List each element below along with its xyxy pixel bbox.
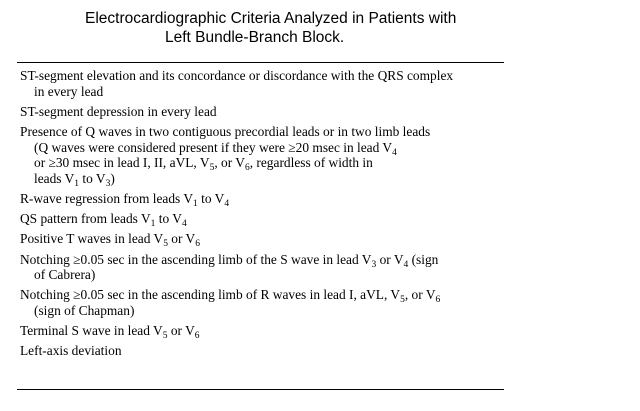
- criterion-text: or V: [376, 251, 404, 267]
- criterion-text: ): [110, 170, 115, 186]
- criterion-line: [20, 171, 510, 187]
- criterion-text: QS pattern from leads V: [20, 211, 151, 227]
- criterion-item: [20, 343, 510, 359]
- criterion-text: to V: [155, 211, 182, 227]
- criterion-text: ST-segment depression in every lead: [20, 103, 217, 119]
- subscript: 5: [209, 163, 215, 174]
- criterion-text: Positive T waves in lead V: [20, 231, 164, 247]
- criterion-line: [20, 124, 510, 140]
- criterion-text: ST-segment elevation and its concordance or discordance with the QRS complex: [20, 68, 454, 83]
- criterion-item: [20, 287, 510, 318]
- criterion-text: or V: [167, 323, 195, 339]
- criterion-line: [20, 287, 510, 306]
- criterion-line: [20, 140, 510, 156]
- subscript: 6: [194, 331, 200, 342]
- subscript: 3: [105, 178, 111, 189]
- criterion-item: [20, 211, 510, 230]
- subscript: 1: [74, 178, 80, 189]
- subscript: 4: [403, 259, 409, 270]
- subscript: 5: [162, 331, 168, 342]
- criterion-text: of Cabrera): [34, 267, 96, 283]
- criterion-item: [20, 231, 510, 250]
- subscript: 5: [400, 295, 405, 306]
- criterion-text: R-wave regression from leads V: [20, 190, 194, 206]
- criterion-line: [20, 155, 510, 174]
- subscript: 4: [392, 147, 397, 158]
- criterion-text: , or V: [214, 155, 245, 171]
- criterion-line: [20, 191, 510, 207]
- criterion-line: [20, 343, 510, 359]
- criterion-item: [20, 191, 510, 207]
- criterion-line: [20, 84, 510, 100]
- subscript: 3: [371, 259, 377, 270]
- criterion-text: Left-axis deviation: [20, 343, 122, 359]
- criterion-item: [20, 68, 510, 99]
- criterion-text: to V: [79, 170, 106, 186]
- criterion-line: [20, 231, 510, 250]
- criterion-item: [20, 123, 510, 189]
- criterion-line: [20, 68, 510, 84]
- criterion-text: to V: [197, 190, 225, 206]
- criterion-text: , or V: [404, 287, 436, 303]
- criterion-line: [20, 211, 510, 230]
- criterion-text: (Q waves were considered present if they were ≥20 msec in lead V: [34, 139, 393, 155]
- subscript: 1: [193, 198, 198, 209]
- criterion-item: [20, 252, 510, 283]
- criterion-text: (sign of Chapman): [34, 302, 135, 318]
- criterion-item: [20, 104, 510, 120]
- criterion-line: [20, 252, 510, 268]
- subscript: 6: [195, 239, 200, 250]
- criterion-text: or ≥30 msec in lead I, II, aVL, V: [34, 155, 210, 171]
- subscript: 4: [181, 219, 187, 230]
- subscript: 1: [150, 219, 156, 230]
- criterion-text: Terminal S wave in lead V: [20, 323, 163, 339]
- subscript: 6: [435, 295, 441, 306]
- criterion-line: [20, 323, 510, 342]
- criterion-text: in every lead: [34, 83, 104, 99]
- criterion-text: Notching ≥0.05 sec in the ascending limb of the S wave in lead V: [20, 251, 372, 267]
- criteria-list: [20, 68, 510, 363]
- criterion-text: Notching ≥0.05 sec in the ascending limb of R waves in lead I, aVL, V: [20, 287, 401, 303]
- subscript: 5: [163, 239, 168, 250]
- subscript: 4: [224, 198, 230, 209]
- criterion-line: [20, 267, 510, 283]
- criterion-text: Presence of Q waves in two contiguous precordial leads or in two limb leads: [20, 123, 431, 139]
- criterion-item: [20, 323, 510, 342]
- subscript: 6: [244, 163, 250, 174]
- criterion-line: [20, 104, 510, 120]
- table-title-line-2: Left Bundle-Branch Block.: [165, 29, 345, 46]
- criterion-text: leads V: [34, 170, 75, 186]
- table-title-line-1: Electrocardiographic Criteria Analyzed in Patients with: [85, 10, 457, 27]
- criterion-text: , regardless of width in: [249, 155, 373, 171]
- bottom-rule: [17, 389, 504, 390]
- criterion-text: (sign: [408, 251, 439, 267]
- top-rule: [17, 62, 504, 63]
- criterion-text: or V: [167, 231, 196, 247]
